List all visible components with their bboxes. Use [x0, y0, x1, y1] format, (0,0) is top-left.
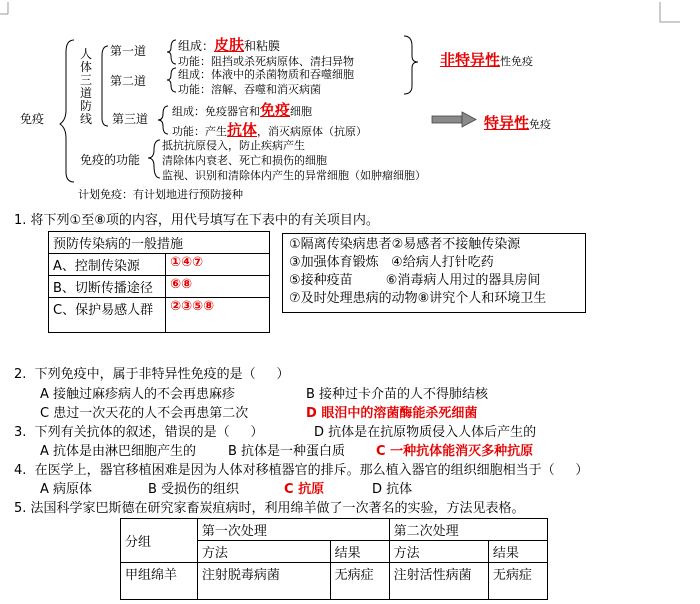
specific-immunity: 特异性免疫: [484, 114, 552, 132]
q2-option-b: B 接种过卡介苗的人不得肺结核: [306, 387, 489, 402]
function-item-3: 监视、识别和清除体内产生的异常细胞（如肿瘤细胞）: [162, 169, 426, 182]
q1-row-c-label: C、保护易感人群: [49, 298, 166, 333]
q5-row-result-2: 无病症: [488, 563, 547, 600]
q5-row-group: 甲组绵羊: [121, 563, 198, 600]
q1-table: [48, 231, 270, 333]
q2-option-c: C 患过一次天花的人不会再患第二次: [40, 406, 249, 421]
first-line-label: 第一道: [110, 44, 147, 58]
second-line-composition: 组成：体液中的杀菌物质和吞噬细胞: [178, 68, 354, 81]
q4-stem: 4. 在医学上，器官移植困难是因为人体对移植器官的排斥。那么植入器官的组织细胞相当于（ ）: [14, 463, 589, 478]
q2-option-a: A 接触过麻疹病人的不会再患麻疹: [40, 387, 236, 402]
third-line-composition: 组成：免疫器官和免疫细胞: [172, 101, 313, 119]
answer-skin: 皮肤: [214, 36, 245, 54]
function-item-2: 清除体内衰老、死亡和损伤的细胞: [162, 154, 327, 167]
second-line-function: 功能：溶解、吞噬和消灭病菌: [178, 83, 321, 96]
q3-stem: 3. 下列有关抗体的叙述，错误的是（ ）: [14, 425, 264, 440]
q5-row-method-2: 注射活性病菌: [389, 563, 488, 600]
q1-option-line-3: ⑤接种疫苗 ⑥消毒病人用过的器具房间: [289, 273, 541, 288]
q1-option-line-4: ⑦及时处理患病的动物⑧讲究个人和环境卫生: [289, 291, 547, 306]
q3-option-c: C 一种抗体能消灭多种抗原: [376, 444, 534, 459]
q5-header-second: 第二次处理: [389, 519, 547, 541]
q1-row-c-answer: ②③⑤⑧: [166, 298, 270, 333]
q1-table-header: 预防传染病的一般措施: [49, 232, 270, 254]
q1-row-a-label: A、控制传染源: [49, 254, 166, 276]
answer-antibody: 抗体: [227, 121, 258, 139]
q2-stem: 2. 下列免疫中，属于非特异性免疫的是（ ）: [14, 367, 290, 382]
third-line-label: 第三道: [112, 112, 149, 126]
third-line-function: 功能：产生抗体，消灭病原体（抗原）: [172, 121, 368, 139]
q4-option-b: B 受损伤的组织: [148, 482, 240, 497]
q5-stem: 5. 法国科学家巴斯德在研究家畜炭疽病时，利用绵羊做了一次著名的实验，方法见表格。: [14, 501, 525, 516]
q5-table: [120, 518, 548, 600]
answer-nonspecific: 非特异性: [440, 51, 501, 69]
q1-row-b-label: B、切断传播途径: [49, 276, 166, 298]
q4-option-a: A 病原体: [40, 482, 93, 497]
nonspecific-immunity: 非特异性性免疫: [440, 51, 534, 69]
root-label: 免疫: [20, 112, 45, 126]
q2-option-d: D 眼泪中的溶菌酶能杀死细菌: [306, 406, 478, 421]
q1-row-a-answer: ①④⑦: [166, 254, 270, 276]
q1-options-box: [282, 233, 586, 313]
q5-header-method-1: 方法: [197, 541, 330, 563]
function-item-1: 抵抗抗原侵入，防止疾病产生: [162, 139, 305, 152]
q5-row-method-1: 注射脱毒病菌: [197, 563, 330, 600]
function-title: 免疫的功能: [80, 153, 141, 167]
planned-immunity: 计划免疫：有计划地进行预防接种: [78, 188, 243, 201]
q1-option-line-2: ③加强体育锻炼 ④给病人打针吃药: [289, 255, 494, 270]
first-line-function: 功能：阻挡或杀死病原体、清扫异物: [178, 55, 354, 68]
q4-option-c: C 抗原: [284, 482, 325, 497]
q1-stem: 1. 将下列①至⑧项的内容，用代号填写在下表中的有关项目内。: [14, 213, 379, 228]
q1-row-b-answer: ⑥⑧: [166, 276, 270, 298]
answer-specific: 特异性: [484, 114, 530, 132]
defense-title: 人体三道防线: [80, 47, 93, 126]
q1-option-line-1: ①隔离传染病患者②易感者不接触传染源: [289, 237, 521, 252]
q5-header-method-2: 方法: [389, 541, 488, 563]
q4-option-d: D 抗体: [372, 482, 413, 497]
q5-header-first: 第一次处理: [197, 519, 389, 541]
q5-header-group: 分组: [121, 519, 198, 563]
q5-header-result-1: 结果: [330, 541, 389, 563]
first-line-composition: 组成：皮肤和粘膜: [178, 36, 281, 54]
q3-option-a: A 抗体是由淋巴细胞产生的: [40, 444, 197, 459]
q3-option-d: D 抗体是在抗原物质侵入人体后产生的: [314, 425, 537, 440]
q5-header-result-2: 结果: [488, 541, 547, 563]
q3-option-b: B 抗体是一种蛋白质: [228, 444, 346, 459]
answer-immune-cell: 免疫: [260, 101, 291, 119]
q5-row-result-1: 无病症: [330, 563, 389, 600]
second-line-label: 第二道: [110, 74, 147, 88]
